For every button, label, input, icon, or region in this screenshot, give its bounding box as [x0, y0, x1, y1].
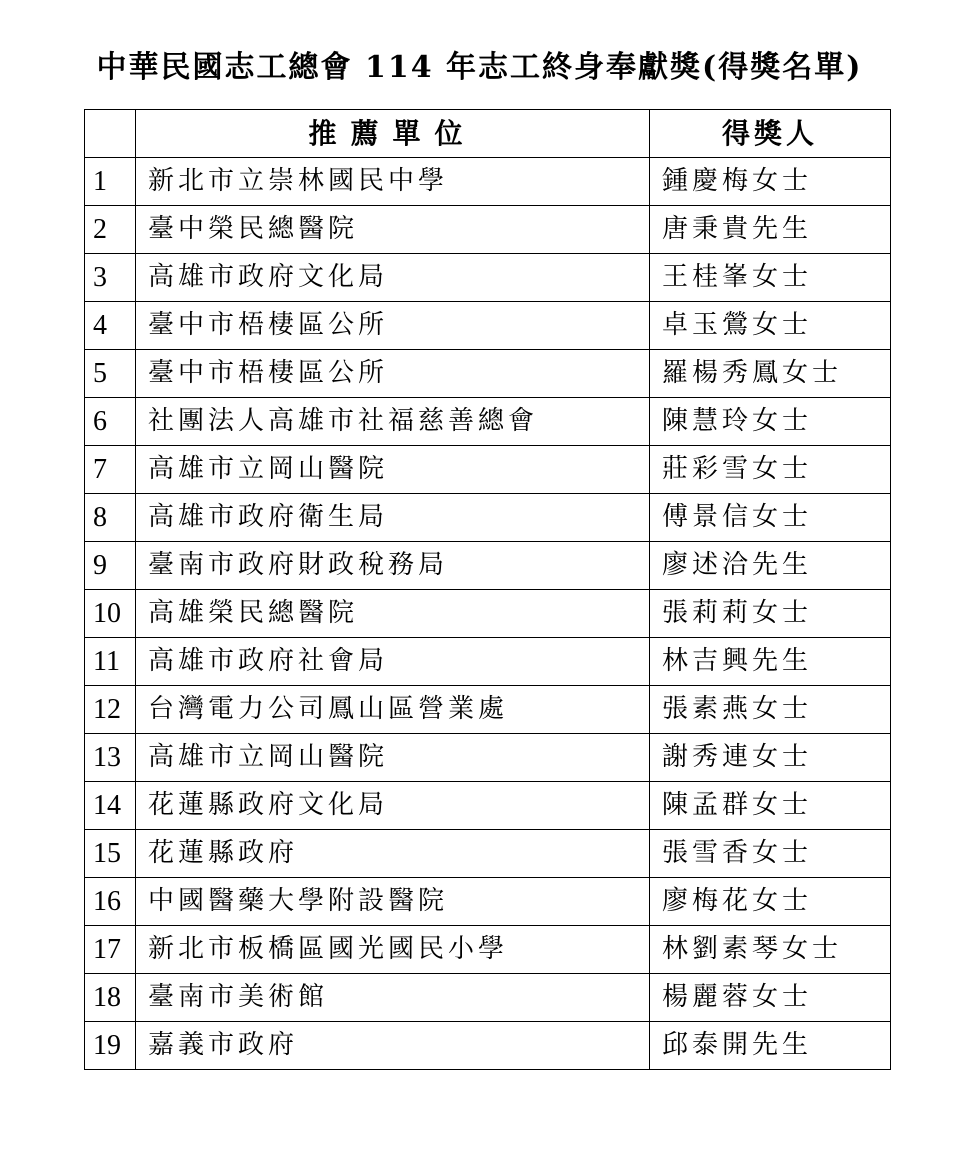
- recommending-unit-cell: 嘉義市政府: [136, 1022, 650, 1070]
- recommending-unit-cell: 新北市板橋區國光國民小學: [136, 926, 650, 974]
- awardee-cell: 傅景信女士: [650, 494, 891, 542]
- row-number: 9: [85, 542, 136, 590]
- awardee-cell: 謝秀連女士: [650, 734, 891, 782]
- awardee-cell: 卓玉鶯女士: [650, 302, 891, 350]
- row-number: 18: [85, 974, 136, 1022]
- row-number: 4: [85, 302, 136, 350]
- recommending-unit-cell: 高雄市立岡山醫院: [136, 446, 650, 494]
- awardee-cell: 莊彩雪女士: [650, 446, 891, 494]
- row-number: 6: [85, 398, 136, 446]
- row-number: 17: [85, 926, 136, 974]
- table-row: [85, 158, 891, 206]
- recommending-unit-cell: 高雄榮民總醫院: [136, 590, 650, 638]
- table-row: [85, 398, 891, 446]
- table-row: [85, 686, 891, 734]
- table-row: [85, 542, 891, 590]
- row-number: 12: [85, 686, 136, 734]
- awardee-cell: 張莉莉女士: [650, 590, 891, 638]
- recommending-unit-cell: 社團法人高雄市社福慈善總會: [136, 398, 650, 446]
- awardee-cell: 唐秉貴先生: [650, 206, 891, 254]
- awardee-cell: 陳慧玲女士: [650, 398, 891, 446]
- header-recommending-unit: 推薦單位: [136, 110, 650, 158]
- recommending-unit-cell: 臺南市美術館: [136, 974, 650, 1022]
- table-row: [85, 590, 891, 638]
- row-number: 15: [85, 830, 136, 878]
- recommending-unit-cell: 高雄市政府文化局: [136, 254, 650, 302]
- recommending-unit-cell: 高雄市政府社會局: [136, 638, 650, 686]
- awardee-cell: 羅楊秀鳳女士: [650, 350, 891, 398]
- awardee-cell: 廖述洽先生: [650, 542, 891, 590]
- header-awardee: 得獎人: [650, 110, 891, 158]
- table-header-row: [85, 110, 891, 158]
- row-number: 14: [85, 782, 136, 830]
- table-row: [85, 254, 891, 302]
- recommending-unit-cell: 高雄市政府衛生局: [136, 494, 650, 542]
- awardee-cell: 廖梅花女士: [650, 878, 891, 926]
- header-number: [85, 110, 136, 158]
- awardee-cell: 鍾慶梅女士: [650, 158, 891, 206]
- document-title: 中華民國志工總會 114 年志工終身奉獻獎(得獎名單): [96, 50, 863, 85]
- awardee-cell: 張雪香女士: [650, 830, 891, 878]
- row-number: 7: [85, 446, 136, 494]
- row-number: 11: [85, 638, 136, 686]
- recommending-unit-cell: 花蓮縣政府: [136, 830, 650, 878]
- table-row: [85, 1022, 891, 1070]
- row-number: 8: [85, 494, 136, 542]
- row-number: 13: [85, 734, 136, 782]
- recommending-unit-cell: 中國醫藥大學附設醫院: [136, 878, 650, 926]
- table-row: [85, 494, 891, 542]
- recommending-unit-cell: 新北市立崇林國民中學: [136, 158, 650, 206]
- recommending-unit-cell: 臺南市政府財政稅務局: [136, 542, 650, 590]
- table-row: [85, 782, 891, 830]
- awardee-cell: 王桂峯女士: [650, 254, 891, 302]
- row-number: 2: [85, 206, 136, 254]
- table-body: [85, 158, 891, 1070]
- table-row: [85, 350, 891, 398]
- table-row: [85, 878, 891, 926]
- recommending-unit-cell: 台灣電力公司鳳山區營業處: [136, 686, 650, 734]
- awardee-cell: 張素燕女士: [650, 686, 891, 734]
- recommending-unit-cell: 臺中榮民總醫院: [136, 206, 650, 254]
- row-number: 3: [85, 254, 136, 302]
- table-row: [85, 302, 891, 350]
- table-row: [85, 926, 891, 974]
- awardee-cell: 林吉興先生: [650, 638, 891, 686]
- recommending-unit-cell: 臺中市梧棲區公所: [136, 350, 650, 398]
- table-row: [85, 974, 891, 1022]
- table-row: [85, 206, 891, 254]
- awardee-cell: 林劉素琴女士: [650, 926, 891, 974]
- table-row: [85, 734, 891, 782]
- row-number: 19: [85, 1022, 136, 1070]
- recommending-unit-cell: 高雄市立岡山醫院: [136, 734, 650, 782]
- row-number: 5: [85, 350, 136, 398]
- table-row: [85, 638, 891, 686]
- recommending-unit-cell: 臺中市梧棲區公所: [136, 302, 650, 350]
- table-row: [85, 830, 891, 878]
- table-row: [85, 446, 891, 494]
- awardee-cell: 楊麗蓉女士: [650, 974, 891, 1022]
- row-number: 16: [85, 878, 136, 926]
- recommending-unit-cell: 花蓮縣政府文化局: [136, 782, 650, 830]
- awardee-cell: 邱泰開先生: [650, 1022, 891, 1070]
- row-number: 10: [85, 590, 136, 638]
- row-number: 1: [85, 158, 136, 206]
- awardee-table: [84, 109, 891, 1070]
- awardee-cell: 陳孟群女士: [650, 782, 891, 830]
